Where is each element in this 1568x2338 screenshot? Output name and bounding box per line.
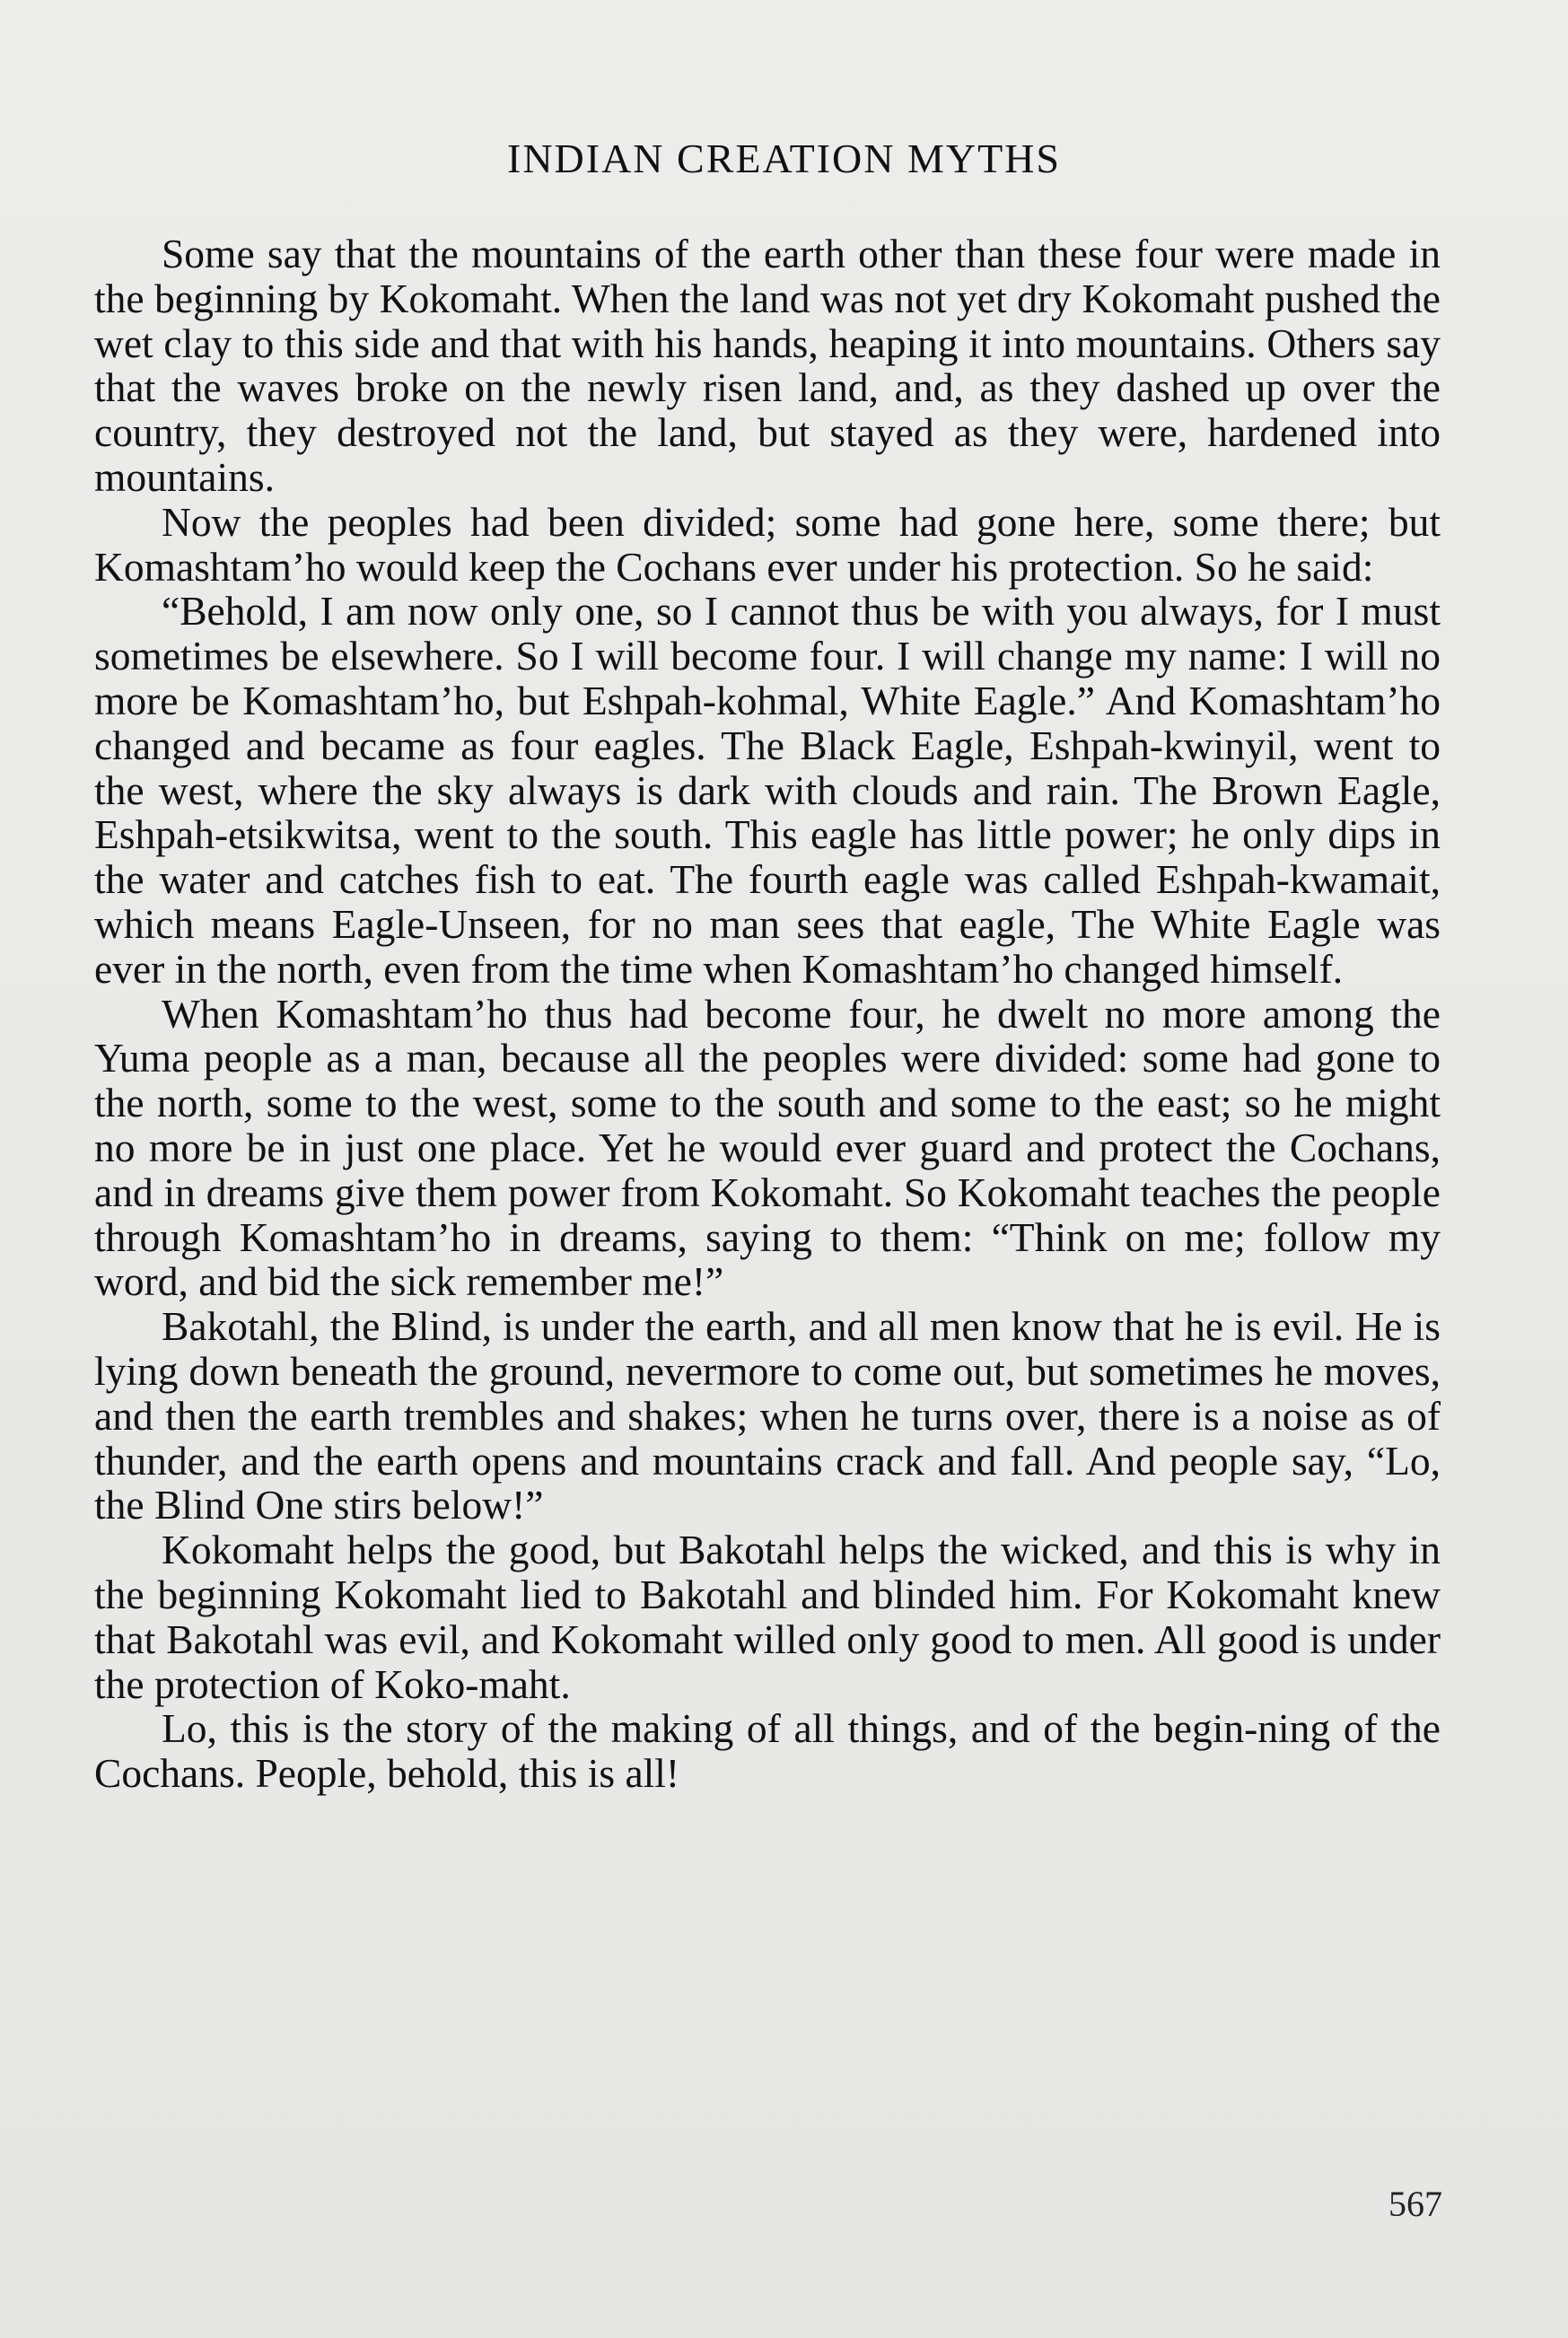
paragraph: Kokomaht helps the good, but Bakotahl helps the wicked, and this is why in the beginning Kokomaht lied to Bakotahl and blinded him. For Kokomaht knew that Bakotahl was evil, and Kokomaht willed only good to men. All good is under the protection of Koko-maht. [94, 1527, 1441, 1707]
body-text [94, 232, 1441, 1796]
paragraph: “Behold, I am now only one, so I cannot thus be with you always, for I must sometimes be elsewhere. So I will become four. I will change my name: I will no more be Komashtam’ho, but Eshpah-kohmal, White Eagle.” And Komashtam’ho changed and became as four eagles. The Black Eagle, Eshpah-kwinyil, went to the west, where the sky always is dark with clouds and rain. The Brown Eagle, Eshpah-etsikwitsa, went to the south. This eagle has little power; he only dips in the water and catches fish to eat. The fourth eagle was called Eshpah-kwamait, which means Eagle-Unseen, for no man sees that eagle, The White Eagle was ever in the north, even from the time when Komashtam’ho changed himself. [94, 588, 1441, 992]
running-head: INDIAN CREATION MYTHS [507, 136, 1061, 181]
paragraph: Lo, this is the story of the making of all things, and of the begin-ning of the Cochans. People, behold, this is all! [94, 1705, 1441, 1797]
paragraph: Bakotahl, the Blind, is under the earth, and all men know that he is evil. He is lying down beneath the ground, nevermore to come out, but sometimes he moves, and then the earth trembles and shakes; when he turns over, there is a noise as of thunder, and the earth opens and mountains crack and fall. And people say, “Lo, the Blind One stirs below!” [94, 1303, 1441, 1528]
paragraph: Some say that the mountains of the earth other than these four were made in the beginning by Kokomaht. When the land was not yet dry Kokomaht pushed the wet clay to this side and that with his hands, heaping it into mountains. Others say that the waves broke on the newly risen land, and, as they dashed up over the country, they destroyed not the land, but stayed as they were, hardened into mountains. [94, 231, 1441, 500]
paragraph: When Komashtam’ho thus had become four, he dwelt no more among the Yuma people as a man, because all the peoples were divided: some had gone to the north, some to the west, some to the south and some to the east; so he might no more be in just one place. Yet he would ever guard and protect the Cochans, and in dreams give them power from Kokomaht. So Kokomaht teaches the people through Komashtam’ho in dreams, saying to them: “Think on me; follow my word, and bid the sick remember me!” [94, 990, 1441, 1305]
page-number: 567 [1388, 2184, 1442, 2224]
paragraph: Now the peoples had been divided; some had gone here, some there; but Komashtam’ho would keep the Cochans ever under his protection. So he said: [94, 498, 1441, 590]
